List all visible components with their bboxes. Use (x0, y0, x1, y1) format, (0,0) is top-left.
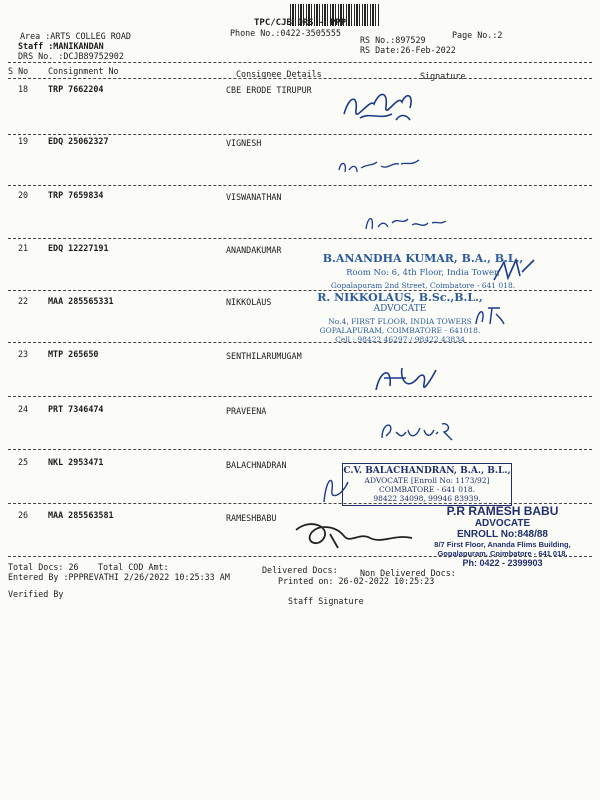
rs-date: RS Date:26-Feb-2022 (360, 45, 456, 55)
row-divider (8, 185, 592, 186)
stamp-line: Gopalapuram 2nd Street, Coimbatore - 641 018. (330, 281, 516, 290)
row-consignee: VISWANATHAN (226, 192, 282, 202)
row-sno: 23 (18, 349, 29, 359)
row-consignee: CBE ERODE TIRUPUR (226, 85, 312, 95)
row-divider (8, 396, 592, 397)
stamp-line: ADVOCATE (474, 518, 531, 529)
area-label: Area :ARTS COLLEG ROAD (20, 31, 131, 41)
signature-row-23 (372, 360, 442, 396)
staff-label: Staff :MANIKANDAN (18, 41, 104, 51)
column-consignee: Consignee Details (236, 69, 322, 79)
rs-number: RS No.:897529 (360, 35, 426, 45)
stamp-line: ADVOCATE (373, 304, 427, 314)
advocate-stamp-nikkolaus (290, 291, 510, 344)
signature-row-20 (362, 205, 452, 237)
row-consignee: PRAVEENA (226, 406, 267, 416)
column-sno: S No (8, 66, 29, 76)
stamp-line: R. NIKKOLAUS, B.Sc.,B.L., (317, 291, 483, 304)
stamp-line: No.4, FIRST FLOOR, INDIA TOWERS (328, 317, 472, 326)
advocate-stamp-ramesh (410, 504, 595, 568)
row-consignment: PRT 7346474 (48, 404, 104, 414)
row-consignment: MTP 265650 (48, 349, 99, 359)
row-sno: 18 (18, 84, 29, 94)
entered-by: Entered By :PPPREVATHI 2/26/2022 10:25:33 AM (8, 572, 230, 582)
row-consignee: SENTHILARUMUGAM (226, 351, 302, 361)
row-sno: 22 (18, 296, 29, 306)
drs-number: DRS No. :DCJB89752902 (18, 51, 124, 61)
row-consignment: EDQ 12227191 (48, 243, 109, 253)
stamp-line: ADVOCATE [Enroll No: 1173/92] (364, 476, 490, 485)
stamp-line: Ph: 0422 - 2399903 (462, 558, 543, 568)
row-consignment: EDQ 25062327 (48, 136, 109, 146)
row-consignment: MAA 285563581 (48, 510, 114, 520)
row-consignment: NKL 2953471 (48, 457, 104, 467)
staff-signature: Staff Signature (288, 596, 364, 606)
row-sno: 26 (18, 510, 29, 520)
phone-number: Phone No.:0422-3505555 (230, 28, 341, 38)
row-consignee: BALACHNADRAN (226, 460, 287, 470)
row-consignee: RAMESHBABU (226, 513, 277, 523)
row-consignee: NIKKOLAUS (226, 297, 272, 307)
stamp-line: Room No: 6, 4th Floor, India Tower, (346, 268, 500, 278)
row-consignee: ANANDAKUMAR (226, 245, 282, 255)
document-title: TPC/CJB DRS - PPP (254, 18, 347, 28)
total-cod: Total COD Amt: (98, 562, 169, 572)
verified-by: Verified By (8, 589, 64, 599)
page-number: Page No.:2 (452, 30, 503, 40)
signature-row-18 (340, 84, 430, 128)
stamp-line: ENROLL No:848/88 (457, 529, 548, 540)
row-consignment: TRP 7659834 (48, 190, 104, 200)
column-divider (8, 78, 592, 79)
signature-row-24 (378, 416, 458, 446)
signature-row-19 (335, 150, 425, 180)
advocate-stamp-anandha (318, 252, 528, 290)
stamp-line: 8/7 First Floor, Ananda Flims Building, (434, 540, 571, 549)
row-sno: 25 (18, 457, 29, 467)
stamp-line: GOPALAPURAM, COIMBATORE - 641018. (319, 326, 481, 335)
stamp-line: C.V. BALACHANDRAN, B.A., B.L., (343, 466, 511, 476)
non-delivered-docs: Non Delivered Docs: (360, 568, 456, 578)
row-sno: 20 (18, 190, 29, 200)
stamp-line: COIMBATORE - 641 018. (378, 485, 476, 494)
row-sno: 24 (18, 404, 29, 414)
column-consignment: Consignment No (48, 66, 119, 76)
row-divider (8, 449, 592, 450)
delivered-docs: Delivered Docs: (262, 565, 338, 575)
printed-on: Printed on: 26-02-2022 10:25:23 (278, 576, 435, 586)
header-divider (8, 62, 592, 63)
column-signature: Signature (420, 71, 466, 81)
stamp-line: B.ANANDHA KUMAR, B.A., B.L., (322, 252, 524, 265)
stamp-line: P.R RAMESH BABU (446, 504, 559, 518)
signature-row-26 (290, 512, 420, 556)
total-docs: Total Docs: 26 (8, 562, 79, 572)
row-divider (8, 134, 592, 135)
row-sno: 21 (18, 243, 29, 253)
row-divider (8, 238, 592, 239)
stamp-line: Cell : 98422 46297 / 98422 43834 (335, 335, 465, 344)
row-consignment: TRP 7662204 (48, 84, 104, 94)
row-sno: 19 (18, 136, 29, 146)
stamp-line: Gopalapuram, Coimbatore - 641 018. (437, 549, 568, 558)
row-consignment: MAA 285565331 (48, 296, 114, 306)
advocate-stamp-balachandran (342, 463, 512, 506)
row-consignee: VIGNESH (226, 138, 262, 148)
stamp-line: 98422 34098, 99946 83939. (373, 494, 481, 503)
